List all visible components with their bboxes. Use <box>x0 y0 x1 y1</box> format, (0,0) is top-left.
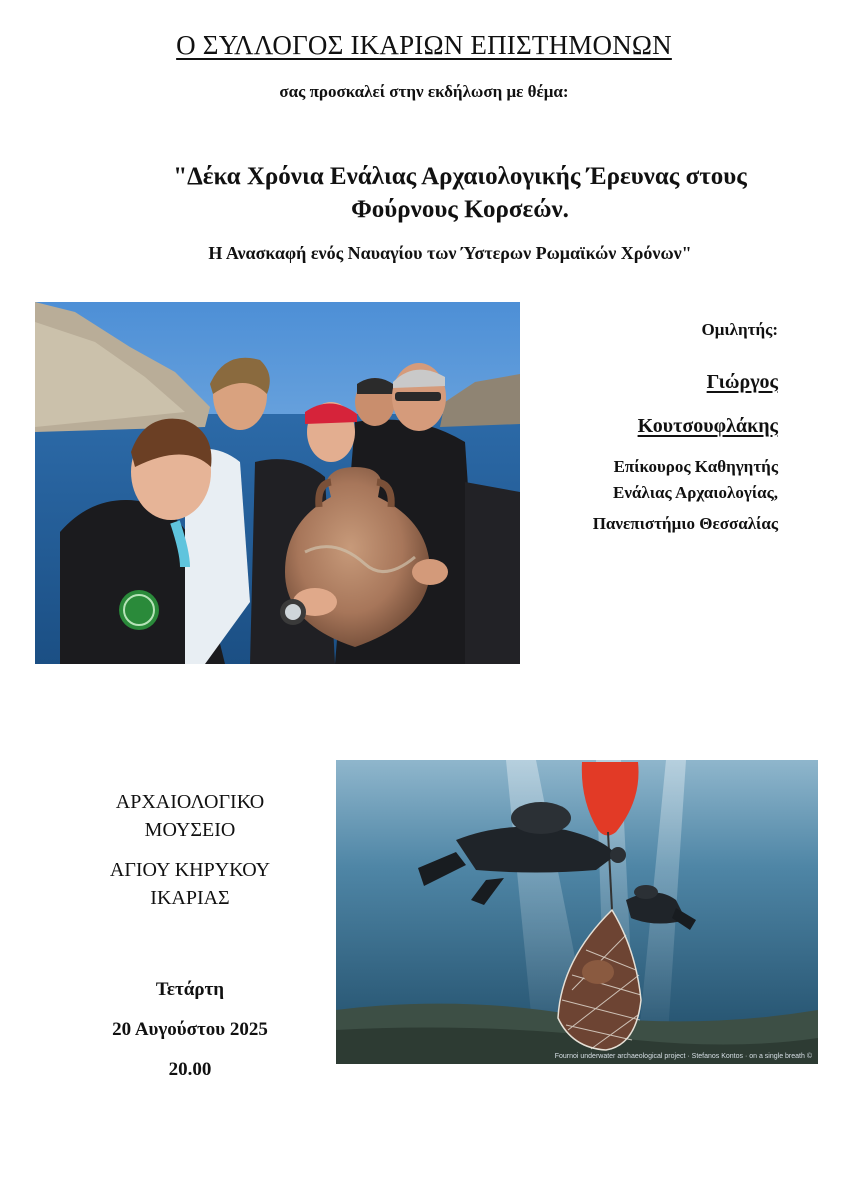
underwater-divers-photo <box>336 760 818 1064</box>
event-topic <box>100 160 820 226</box>
speaker-role-line-2: Ενάλιας Αρχαιολογίας, <box>613 483 778 502</box>
event-datetime <box>60 970 320 1090</box>
photo-credit-caption: Fournoi underwater archaeological project · Stefanos Kontos · on a single breath © <box>554 1053 812 1060</box>
event-day: Τετάρτη <box>155 979 225 1000</box>
speaker-university: Πανεπιστήμιο Θεσσαλίας <box>592 514 778 533</box>
team-amphora-photo <box>35 302 520 664</box>
topic-line-2: Φούρνους Κορσεών. <box>351 196 569 223</box>
event-time: 20.00 <box>168 1059 212 1080</box>
venue-line-4: ΙΚΑΡΙΑΣ <box>150 887 230 909</box>
speaker-last-name: Κουτσουφλάκης <box>637 415 778 437</box>
topic-line-1: "Δέκα Χρόνια Ενάλιας Αρχαιολογικής Έρευνας στους <box>173 163 747 190</box>
speaker-label: Ομιλητής: <box>701 320 778 339</box>
invitation-text: σας προσκαλεί στην εκδήλωση με θέμα: <box>279 82 569 101</box>
speaker-role-line-1: Επίκουρος Καθηγητής <box>613 457 778 476</box>
venue-line-3: ΑΓΙΟΥ ΚΗΡΥΚΟΥ <box>109 859 271 881</box>
event-date: 20 Αυγούστου 2025 <box>112 1019 268 1040</box>
speaker-first-name: Γιώργος <box>706 371 778 393</box>
venue-block <box>60 788 320 912</box>
organization-title: Ο ΣΥΛΛΟΓΟΣ ΙΚΑΡΙΩΝ ΕΠΙΣΤΗΜΟΝΩΝ <box>176 30 672 60</box>
venue-line-1: ΑΡΧΑΙΟΛΟΓΙΚΟ <box>115 791 265 813</box>
speaker-role <box>593 454 778 506</box>
topic-line-3: Η Ανασκαφή ενός Ναυαγίου των Ύστερων Ρωμαϊκών Χρόνων" <box>208 243 692 263</box>
speaker-info <box>593 320 778 534</box>
venue-line-2: ΜΟΥΣΕΙΟ <box>144 819 236 841</box>
